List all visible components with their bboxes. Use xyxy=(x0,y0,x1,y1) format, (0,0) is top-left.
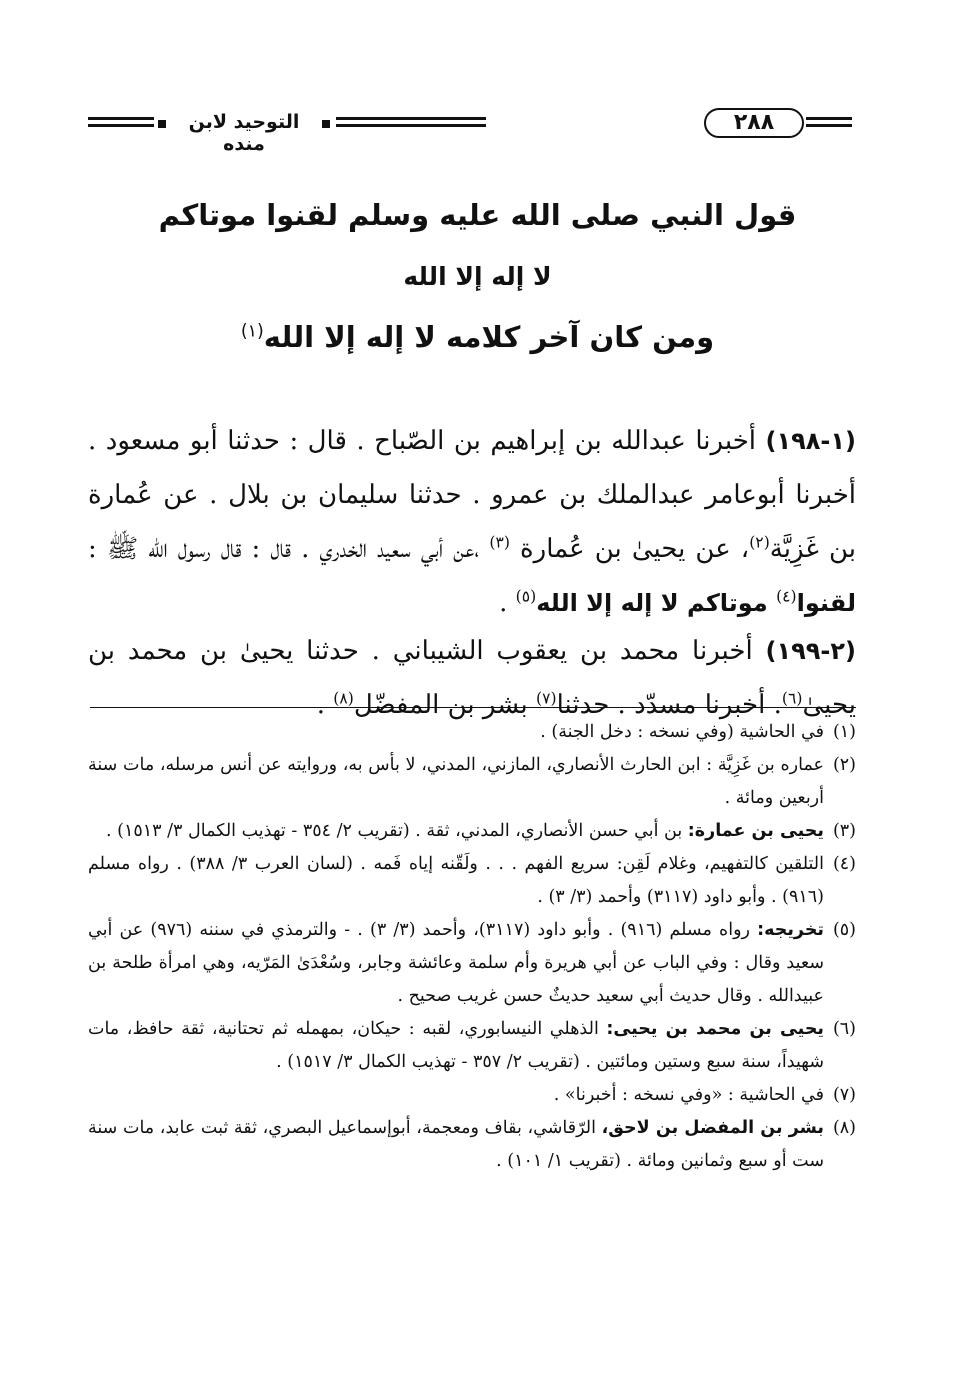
hadith-matn: لقنوا xyxy=(796,589,856,617)
header-rule-right xyxy=(806,117,852,133)
hadith-number: (٢-١٩٩) xyxy=(765,637,856,665)
footnote-text: في الحاشية (وفي نسخه : دخل الجنة) . xyxy=(540,722,824,742)
footnote-ref-5: (٥) xyxy=(515,587,537,606)
footnote xyxy=(88,749,856,815)
hadith-text: أخبرنا محمد بن يعقوب الشيباني . حدثنا يحيىٰ بن محمد بن يحيىٰ xyxy=(88,636,856,720)
footnote xyxy=(88,815,856,848)
footnote-ref-8: (٨) xyxy=(333,689,354,708)
header-rule-middle-2 xyxy=(490,117,700,133)
footnote-ref-3: (٣) xyxy=(489,533,510,552)
footnote xyxy=(88,848,856,914)
footnote-number: (٨) xyxy=(832,1118,856,1138)
footnote-separator xyxy=(90,707,856,708)
footnote-ref-6: (٦) xyxy=(781,689,803,708)
hadith-text: . xyxy=(499,588,516,618)
header-rule-left xyxy=(88,117,154,133)
footnote-text: في الحاشية : «وفي نسخه : أخبرنا» . xyxy=(553,1085,824,1105)
footnote-number: (٧) xyxy=(832,1085,856,1105)
footnote-text: بن أبي حسن الأنصاري، المدني، ثقة . (تقريب ٢/ ٣٥٤ - تهذيب الكمال ٣/ ١٥١٣) . xyxy=(106,821,688,841)
hadith-text: أخبرنا عبدالله بن إبراهيم بن الصّباح . قال : حدثنا أبو مسعود . أخبرنا أبوعامر عبدالملك بن عمرو . حدثنا سليمان بن بلال . عن عُمارة بن غَزِيَّة xyxy=(88,426,856,564)
footnote-number: (٤) xyxy=(832,854,856,874)
footnote-ref-7: (٧) xyxy=(535,689,557,708)
footnote-number: (٦) xyxy=(832,1019,856,1039)
footnote-number: (١) xyxy=(832,722,856,742)
footnote xyxy=(88,1079,856,1112)
footnote xyxy=(88,1112,856,1178)
chapter-title-line-2: لا إله إلا الله xyxy=(403,262,552,291)
footnote-ref-1: (١) xyxy=(240,321,264,342)
header-rule-middle xyxy=(336,117,486,133)
page-header xyxy=(88,108,854,155)
footnote-number: (٥) xyxy=(832,920,856,940)
footnote-bold: تخريجه: xyxy=(757,920,825,940)
hadith-matn: موتاكم لا إله إلا الله xyxy=(536,589,777,617)
hadith-text: بشر بن المفضّل xyxy=(353,690,536,720)
footnote xyxy=(88,1013,856,1079)
hadith-text: . أخبرنا مسدّد . حدثنا xyxy=(556,690,782,720)
footnote-ref-4: (٤) xyxy=(776,587,797,606)
footnotes xyxy=(88,716,856,1178)
hadith-paragraph-1 xyxy=(88,414,856,630)
hadith-text: ، عن يحيىٰ بن عُمارة xyxy=(509,534,750,564)
footnote xyxy=(88,716,856,749)
footnote-bold: بشر بن المفضل بن لاحق، xyxy=(601,1118,824,1138)
chapter-title-line-3-text: ومن كان آخر كلامه لا إله إلا الله xyxy=(263,320,715,354)
footnote-ref-2: (٢) xyxy=(749,533,770,552)
footnote-bold: يحيى بن عمارة: xyxy=(687,821,824,841)
footnote-number: (٢) xyxy=(832,755,856,775)
footnote-number: (٣) xyxy=(832,821,856,841)
footnote-bold: يحيى بن محمد بن يحيى: xyxy=(606,1019,825,1039)
running-title: التوحيد لابن منده xyxy=(188,111,300,155)
hadith-number: (١-١٩٨) xyxy=(765,427,856,455)
header-square-marker xyxy=(322,120,330,128)
footnote-text: الذهلي النيسابوري، لقبه : حيكان، بمهمله ثم تحتانية، ثقة حافظ، مات شهيداً، سنة سبع وستين ومائتين . (تقريب ٢/ ٣٥٧ - تهذيب الكمال ٣/ ١٥١٧) . xyxy=(88,1019,824,1072)
chapter-title-line-1: قول النبي صلى الله عليه وسلم لقنوا موتاكم xyxy=(158,198,797,232)
hadith-text: . xyxy=(316,690,334,720)
footnote-text: الرّقاشي، بقاف ومعجمة، أبوإسماعيل البصري، ثقة ثبت عابد، مات سنة ست أو سبع وثمانين ومائة . (تقريب ١/ ١٠١) . xyxy=(88,1118,824,1171)
footnote-text: عماره بن غَزِيَّة : ابن الحارث الأنصاري، المازني، المدني، لا بأس به، وروايته عن أنس مرسله، مات سنة أربعين ومائة . xyxy=(88,755,824,808)
footnote-text: التلقين كالتفهيم، وغلام لَقِن: سريع الفهم . . . ولَقّنه إياه فَمه . (لسان العرب ٣/ ٣٨٨) . رواه مسلم (٩١٦) . وأبو داود (٣١١٧) وأحمد (٣/ ٣) . xyxy=(88,854,824,907)
chapter-title-line-3 xyxy=(0,320,955,354)
header-square-marker xyxy=(158,120,166,128)
footnote-text: رواه مسلم (٩١٦) . وأبو داود (٣١١٧)، وأحمد (٣/ ٣) . - والترمذي في سننه (٩٧٦) عن أبي سعيد وقال : وفي الباب عن أبي هريرة وأم سلمة وعائشة وجابر، وسُعْدَىٰ المَرّيه، وهي امرأة طلحة بن عبيدالله . وقال حديث أبي سعيد حديثٌ حسن غريب صحيح . xyxy=(88,920,824,1006)
hadith-text: ،عن أبي سعيد الخدري . قال : قال رسول الله ﷺ : xyxy=(88,534,490,564)
footnote xyxy=(88,914,856,1013)
page-number: ٢٨٨ xyxy=(704,108,804,138)
